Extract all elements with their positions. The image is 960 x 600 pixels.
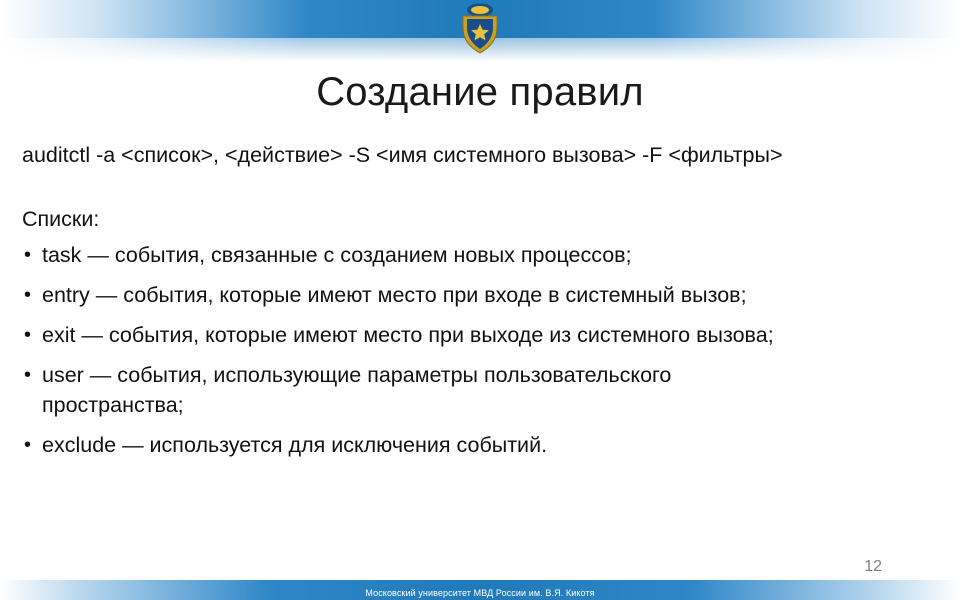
- list-item: [22, 280, 938, 310]
- page-number: 12: [864, 558, 882, 575]
- footer-text: Московский университет МВД России им. В.Я. Кикотя: [365, 588, 595, 598]
- list-item-text-continuation: пространства;: [42, 393, 184, 417]
- list-item-text: task — события, связанные с созданием новых процессов;: [42, 243, 632, 267]
- list-item: [22, 240, 938, 270]
- lists-label: Списки:: [22, 207, 100, 231]
- list-item-text: exit — события, которые имеют место при выходе из системного вызова;: [42, 323, 774, 347]
- list-item-text: exclude — используется для исключения событий.: [42, 433, 548, 457]
- slide-body: [22, 140, 938, 470]
- list-item: [22, 430, 938, 460]
- list-item: [22, 320, 938, 350]
- page-title: Создание правил: [316, 70, 644, 114]
- spacer: [22, 176, 938, 204]
- syntax-line: auditctl -a <список>, <действие> -S <имя системного вызова> -F <фильтры>: [22, 143, 783, 167]
- list-item-text: entry — события, которые имеют место при входе в системный вызов;: [42, 283, 747, 307]
- list-item-text: user — события, использующие параметры пользовательского: [42, 363, 672, 387]
- list-item: [22, 360, 938, 420]
- mvd-emblem-icon: [451, 2, 509, 56]
- bullet-list: [22, 240, 938, 460]
